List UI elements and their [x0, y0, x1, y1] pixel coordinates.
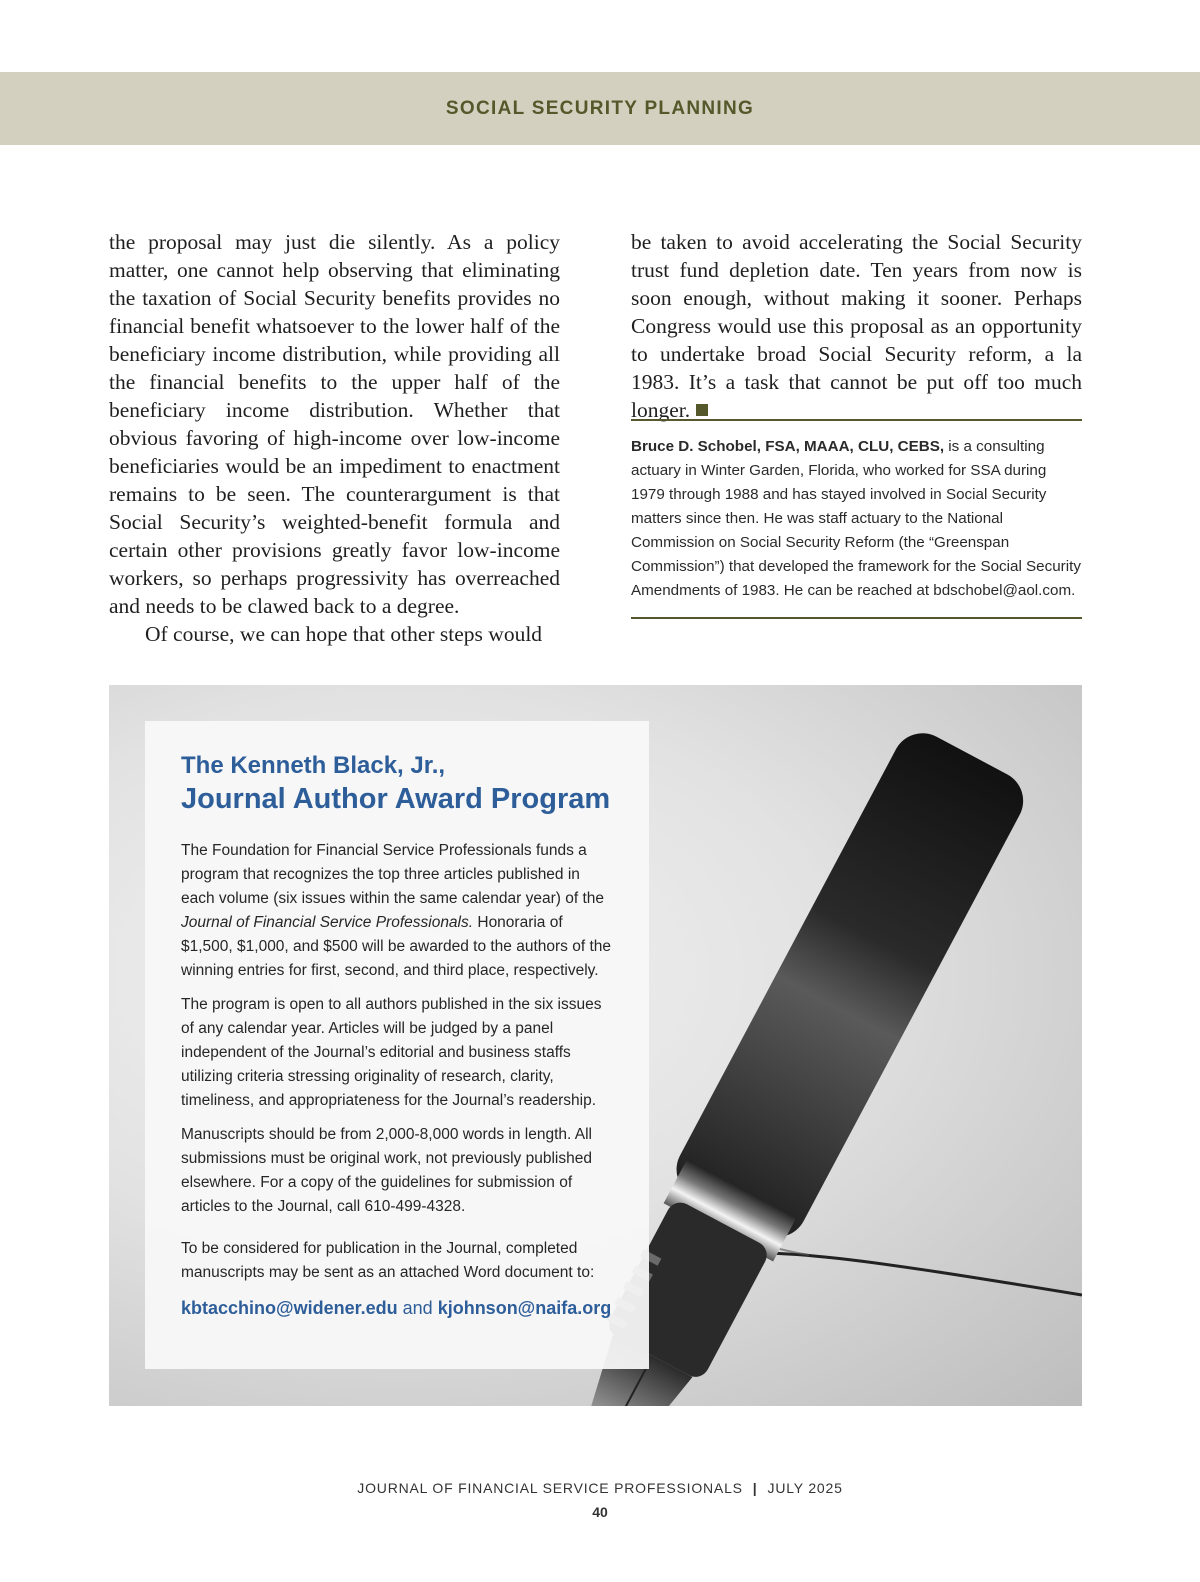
award-title-line1: The Kenneth Black, Jr.,: [181, 752, 446, 779]
author-bio-body: is a consulting actuary in Winter Garden, Florida, who worked for SSA during 1979 through 1988 and has stayed involved in Social Security matters since then. He was staff actuary to the National Commission on Social Security Reform (the “Greenspan Commission”) that developed the framework for the Social Security Amendments of 1983. He can be reached at bdschobel@aol.com.: [631, 438, 1081, 599]
article-column-left: [109, 228, 560, 648]
journal-name: Journal of Financial Service Professionals.: [181, 914, 474, 931]
award-paragraph-4: To be considered for publication in the Journal, completed manuscripts may be sent as an attached Word document to:: [181, 1240, 595, 1281]
emails-conjunction: and: [402, 1298, 433, 1318]
article-paragraph: [631, 228, 1082, 424]
article-column-right: [631, 228, 1082, 424]
footer-date: JULY 2025: [767, 1480, 843, 1496]
email-link-tacchino[interactable]: kbtacchino@widener.edu: [181, 1298, 398, 1318]
footer-separator: |: [752, 1480, 758, 1496]
award-title-line2: Journal Author Award Program: [181, 783, 611, 815]
author-bio: [631, 419, 1082, 619]
award-paragraph-1-end: Honoraria of $1,500, $1,000, and $500 will be awarded to the authors of the winning entries for first, second, and third place, respectively.: [181, 914, 612, 979]
author-bio-text: [631, 435, 1082, 603]
page-number: 40: [592, 1504, 608, 1520]
article-paragraph: Of course, we can hope that other steps would: [145, 622, 543, 646]
footer-line: [0, 1478, 1200, 1498]
article-paragraph: the proposal may just die silently. As a policy matter, one cannot help observing that eliminating the taxation of Social Security benefits provides no financial benefit whatsoever to the lower half of the beneficiary income distribution, while providing all the financial benefits to the upper half of the beneficiary income distribution. Whether that obvious favoring of high-income over low-income beneficiaries would be an impediment to enactment remains to be seen. The counterargument is that Social Security’s weighted-benefit formula and certain other provisions greatly favor low-income workers, so perhaps progressivity has overreached and needs to be clawed back to a degree.: [109, 230, 560, 618]
footer-journal-name: JOURNAL OF FINANCIAL SERVICE PROFESSIONALS: [357, 1480, 743, 1496]
article-paragraph-text: be taken to avoid accelerating the Social Security trust fund depletion date. Ten years from now is soon enough, without making it sooner. Perhaps Congress would use this proposal as an opportunity to undertake broad Social Security reform, a la 1983. It’s a task that cannot be put off too much longer.: [631, 230, 1082, 422]
page-footer: [0, 1478, 1200, 1526]
section-title: SOCIAL SECURITY PLANNING: [445, 97, 755, 119]
section-header-band: [0, 72, 1200, 145]
award-info-box: [145, 721, 649, 1369]
award-paragraph-3: Manuscripts should be from 2,000-8,000 words in length. All submissions must be original work, not previously published elsewhere. For a copy of the guidelines for submission of articles to the Journal, call 610-499-4328.: [181, 1126, 592, 1215]
author-name: Bruce D. Schobel, FSA, MAAA, CLU, CEBS,: [631, 438, 945, 455]
award-paragraph-1-start: The Foundation for Financial Service Professionals funds a program that recognizes the top three articles published in each volume (six issues within the same calendar year) of the: [181, 842, 605, 907]
award-paragraph-2: The program is open to all authors published in the six issues of any calendar year. Articles will be judged by a panel independent of the Journal’s editorial and business staffs utilizing criteria stressing originality of research, clarity, timeliness, and appropriateness for the Journal’s readership.: [181, 996, 602, 1109]
submission-emails: [181, 1295, 613, 1321]
email-link-johnson[interactable]: kjohnson@naifa.org: [437, 1298, 612, 1318]
end-of-article-mark-icon: [696, 404, 708, 416]
award-paragraph-1: [181, 839, 613, 983]
award-panel: [109, 685, 1082, 1406]
